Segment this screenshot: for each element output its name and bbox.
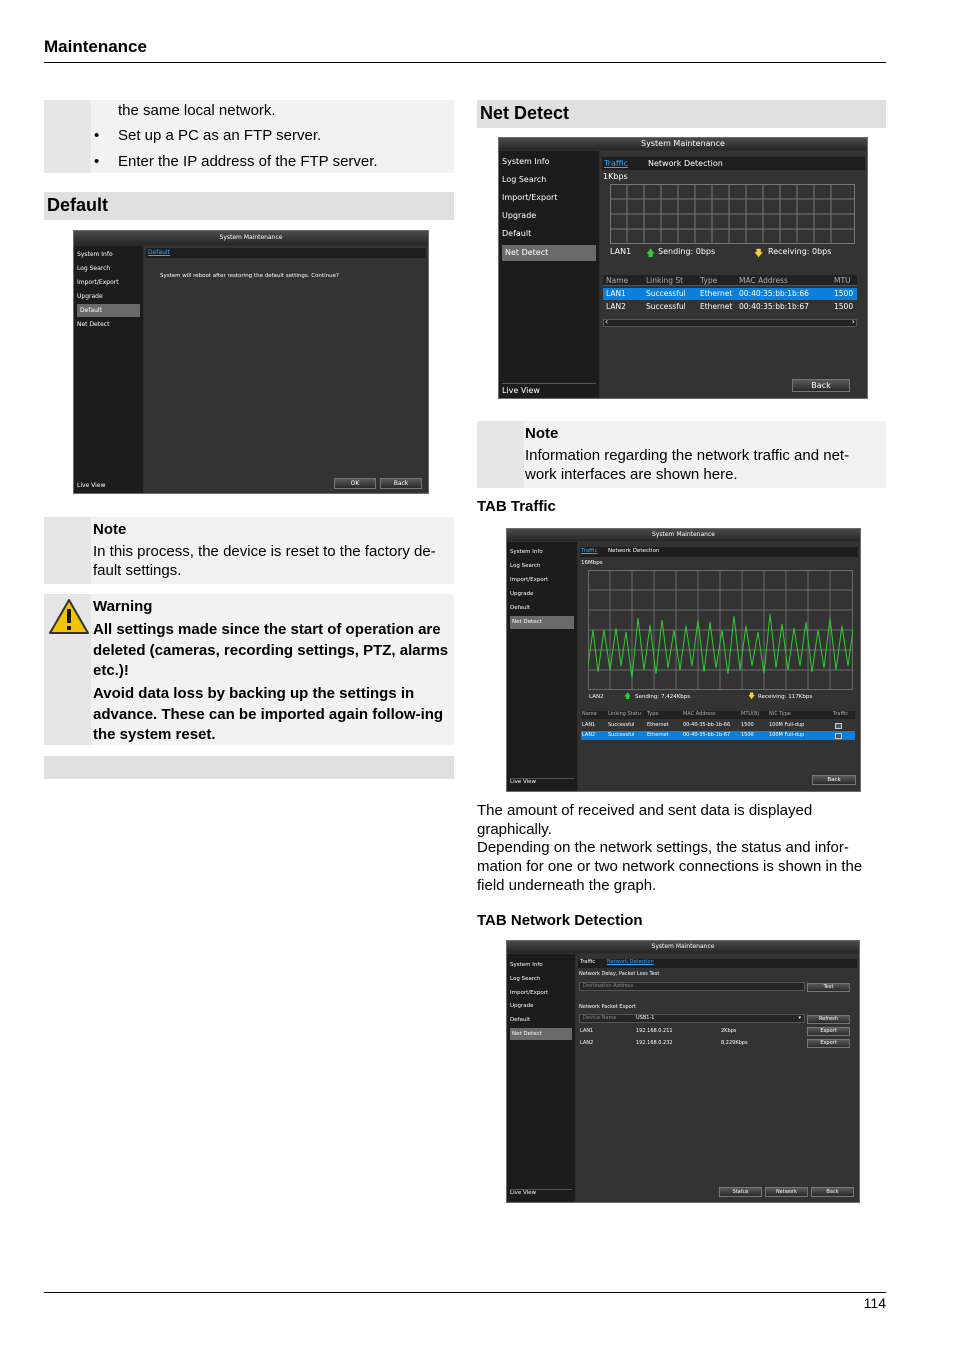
screen-title: System Maintenance — [499, 138, 867, 150]
ok-button[interactable]: OK — [334, 478, 376, 489]
lan-label: LAN1 — [610, 247, 632, 256]
col-linking-status: Linking St — [646, 276, 684, 285]
live-view-button[interactable]: Live View — [77, 482, 106, 489]
table-row[interactable] — [581, 721, 855, 730]
section-heading-net-detect: Net Detect — [477, 100, 886, 128]
table-row[interactable] — [603, 288, 857, 300]
section-heading-default: Default — [44, 192, 454, 220]
list-item — [94, 127, 322, 144]
back-button[interactable]: Back — [812, 775, 856, 785]
cell: 100M Full-dup — [769, 722, 805, 728]
cell: Successful — [608, 732, 635, 738]
list-item-text: Enter the IP address of the FTP server. — [118, 153, 378, 170]
traffic-graph — [610, 184, 855, 244]
bullet-icon: • — [94, 153, 100, 170]
netdetect-screen — [498, 137, 868, 399]
cell: 100M Full-dup — [769, 732, 805, 738]
cell: Successful — [608, 722, 635, 728]
screen-title: System Maintenance — [507, 529, 860, 541]
arrow-up-icon: 🡅 — [624, 692, 632, 700]
tab-traffic[interactable]: Traffic — [581, 548, 598, 554]
live-view-button[interactable]: Live View — [510, 1189, 572, 1196]
scroll-left-icon[interactable]: ‹ — [605, 317, 609, 326]
box-side — [477, 421, 524, 488]
tab-default[interactable]: Default — [148, 249, 170, 256]
table-header — [603, 275, 857, 286]
menu-item-upgrade[interactable]: Upgrade — [502, 211, 537, 220]
traffic-description-2: Depending on the network settings, the status and infor-mation for one or two network connections is shown in the field underneath the graph. — [477, 839, 863, 894]
note-box — [44, 517, 454, 584]
menu-item-default[interactable]: Default — [510, 605, 531, 611]
traffic-screen — [506, 528, 861, 792]
cell: Ethernet — [700, 289, 733, 298]
col-mtu: MTU(B) — [741, 711, 760, 717]
menu-item-net-detect[interactable]: Net Detect — [77, 321, 110, 328]
menu-item-log-search[interactable]: Log Search — [510, 563, 541, 569]
note-box — [477, 421, 886, 488]
live-view-button[interactable]: Live View — [510, 778, 574, 785]
col-traffic: Traffic — [833, 711, 849, 717]
note-text: Information regarding the network traffic and net-work interfaces are shown here. — [525, 447, 850, 483]
warning-icon — [48, 598, 90, 636]
tab-traffic[interactable]: Traffic — [604, 159, 629, 168]
scroll-right-icon[interactable]: › — [851, 317, 855, 326]
menu-item-import-export[interactable]: Import/Export — [502, 193, 558, 202]
live-view-button[interactable]: Live View — [502, 383, 596, 395]
col-type: Type — [700, 276, 718, 285]
device-name-label: Device Name — [583, 1015, 617, 1021]
col-linking-status: Linking Statu — [608, 711, 641, 717]
cell: Ethernet — [700, 302, 733, 311]
menu-item-log-search[interactable]: Log Search — [77, 265, 111, 272]
tab-traffic-heading: TAB Traffic — [477, 498, 556, 515]
table-row — [579, 1026, 805, 1036]
cell: LAN2 — [580, 1040, 594, 1046]
box-side — [44, 517, 91, 584]
warning-text-1: All settings made since the start of operation are deleted (cameras, recording settings, PTZ, alarms etc.)! — [93, 621, 449, 679]
continued-list-box — [44, 100, 454, 173]
menu-item-net-detect[interactable]: Net Detect — [502, 245, 596, 261]
cell: Ethernet — [647, 722, 669, 728]
cell: 2Kbps — [721, 1028, 737, 1034]
col-name: Name — [582, 711, 597, 717]
cell: 00:40:35:bb:1b:67 — [739, 302, 809, 311]
table-row[interactable] — [581, 731, 855, 740]
cell: Successful — [646, 302, 686, 311]
col-mac: MAC Address — [739, 276, 788, 285]
cell: LAN1 — [582, 722, 596, 728]
warning-title: Warning — [93, 598, 153, 615]
reboot-message: System will reboot after restoring the default settings. Continue? — [160, 273, 339, 279]
receiving-label: Receiving: 0bps — [768, 247, 832, 256]
network-button[interactable]: Network — [765, 1187, 808, 1197]
warning-box — [44, 594, 454, 745]
header-rule — [44, 62, 886, 63]
note-title: Note — [525, 425, 559, 442]
arrow-down-icon: 🡇 — [754, 249, 764, 259]
delay-test-label: Network Delay, Packet Loss Test — [579, 971, 660, 977]
traffic-checkbox[interactable] — [835, 723, 842, 729]
footer-rule — [44, 1292, 886, 1293]
menu-item-import-export[interactable]: Import/Export — [510, 577, 549, 583]
back-button[interactable]: Back — [811, 1187, 854, 1197]
test-button[interactable]: Test — [807, 983, 850, 992]
table-header — [581, 711, 855, 719]
receiving-label: Receiving: 117Kbps — [758, 694, 813, 700]
destination-address-input[interactable]: Destination Address — [579, 982, 805, 991]
menu-item-system-info[interactable]: System Info — [510, 962, 543, 968]
tab-row — [146, 248, 426, 258]
menu-item-upgrade[interactable]: Upgrade — [77, 293, 103, 300]
cell: 192.168.0.211 — [636, 1028, 673, 1034]
cell: 00-40-35-bb-1b-67 — [683, 732, 731, 738]
menu-item-default[interactable]: Default — [510, 1017, 531, 1023]
note-text: In this process, the device is reset to the factory de-fault settings. — [93, 543, 436, 579]
cell: 1500 — [741, 722, 754, 728]
screen-title: System Maintenance — [74, 231, 428, 245]
menu-item-default[interactable]: Default — [502, 229, 532, 238]
lan-label: LAN2 — [589, 694, 604, 700]
cell: Successful — [646, 289, 686, 298]
continued-text: the same local network. — [118, 102, 276, 119]
screen-content — [600, 151, 867, 398]
cell: 00-40-35-bb-1b-66 — [683, 722, 731, 728]
page-title: Maintenance — [44, 37, 147, 56]
arrow-up-icon: 🡅 — [646, 249, 656, 259]
list-item — [94, 153, 378, 170]
export-button[interactable]: Export — [807, 1027, 850, 1036]
cell: LAN1 — [580, 1028, 594, 1034]
screen-content — [576, 954, 859, 1202]
screen-menu — [507, 954, 575, 1202]
menu-item-upgrade[interactable]: Upgrade — [510, 1003, 534, 1009]
network-detection-screen — [506, 940, 860, 1203]
page-number: 114 — [863, 1295, 886, 1311]
screen-menu — [499, 151, 599, 398]
tab-row — [578, 959, 857, 968]
horizontal-scrollbar[interactable] — [603, 319, 857, 327]
back-button[interactable]: Back — [792, 379, 850, 392]
arrow-down-icon: 🡇 — [748, 692, 756, 700]
menu-item-net-detect[interactable]: Net Detect — [510, 1028, 572, 1040]
cell: LAN1 — [606, 289, 626, 298]
traffic-description-1: The amount of received and sent data is displayed graphically. — [477, 802, 813, 838]
tab-network-detection[interactable]: Network Detection — [608, 548, 660, 554]
status-button[interactable]: Status — [719, 1187, 762, 1197]
cell: Ethernet — [647, 732, 669, 738]
device-name-value: USB1-1 — [636, 1015, 655, 1021]
traffic-graph — [588, 570, 853, 690]
box-side — [44, 100, 91, 173]
menu-item-system-info[interactable]: System Info — [502, 157, 550, 166]
tab-network-detection[interactable]: Network Detection — [607, 959, 654, 965]
default-screen — [73, 230, 429, 494]
col-nic: NIC Type — [769, 711, 791, 717]
screen-menu — [507, 542, 577, 791]
list-item-text: Set up a PC as an FTP server. — [118, 127, 322, 144]
cell: 8,229Kbps — [721, 1040, 748, 1046]
tab-row — [580, 547, 858, 557]
tab-traffic[interactable]: Traffic — [580, 959, 596, 965]
tab-network-detection[interactable]: Network Detection — [648, 159, 723, 168]
note-title: Note — [93, 521, 127, 538]
screen-menu — [74, 246, 143, 493]
menu-item-import-export[interactable]: Import/Export — [77, 279, 119, 286]
cell: 00:40:35:bb:1b:66 — [739, 289, 809, 298]
menu-item-net-detect[interactable]: Net Detect — [510, 616, 574, 629]
cell: LAN2 — [582, 732, 596, 738]
export-button[interactable]: Export — [807, 1039, 850, 1048]
refresh-button[interactable]: Refresh — [807, 1015, 850, 1024]
menu-item-system-info[interactable]: System Info — [510, 549, 543, 555]
screen-title: System Maintenance — [507, 941, 859, 953]
chevron-down-icon: ▾ — [798, 1015, 801, 1021]
cell: 1500 — [834, 289, 854, 298]
sending-label: Sending: 7,424Kbps — [635, 694, 691, 700]
col-name: Name — [606, 276, 629, 285]
empty-bar — [44, 756, 454, 779]
menu-item-upgrade[interactable]: Upgrade — [510, 591, 534, 597]
menu-item-system-info[interactable]: System Info — [77, 251, 113, 258]
cell: 192.168.0.232 — [636, 1040, 673, 1046]
traffic-checkbox[interactable] — [835, 733, 842, 739]
cell: 1500 — [834, 302, 854, 311]
menu-item-log-search[interactable]: Log Search — [510, 976, 541, 982]
table-row[interactable] — [603, 301, 857, 313]
menu-item-import-export[interactable]: Import/Export — [510, 990, 549, 996]
sending-label: Sending: 0bps — [658, 247, 716, 256]
device-name-select[interactable] — [579, 1014, 805, 1023]
back-button[interactable]: Back — [380, 478, 422, 489]
bullet-icon: • — [94, 127, 100, 144]
packet-export-label: Network Packet Export — [579, 1004, 636, 1010]
warning-text-2: Avoid data loss by backing up the settings in advance. These can be imported again follow-ing the system reset. — [93, 685, 444, 743]
scale-label: 1Kbps — [603, 172, 628, 181]
screen-content — [578, 542, 860, 791]
table-row — [579, 1038, 805, 1048]
col-type: Type — [647, 711, 659, 717]
screen-content — [144, 246, 428, 493]
tab-row — [602, 157, 865, 170]
menu-item-log-search[interactable]: Log Search — [502, 175, 547, 184]
tab-network-detection-heading: TAB Network Detection — [477, 912, 643, 929]
menu-item-default[interactable]: Default — [77, 304, 140, 317]
scale-label: 16Mbps — [581, 560, 603, 566]
cell: 1500 — [741, 732, 754, 738]
cell: LAN2 — [606, 302, 626, 311]
col-mtu: MTU — [834, 276, 851, 285]
col-mac: MAC Address — [683, 711, 716, 717]
